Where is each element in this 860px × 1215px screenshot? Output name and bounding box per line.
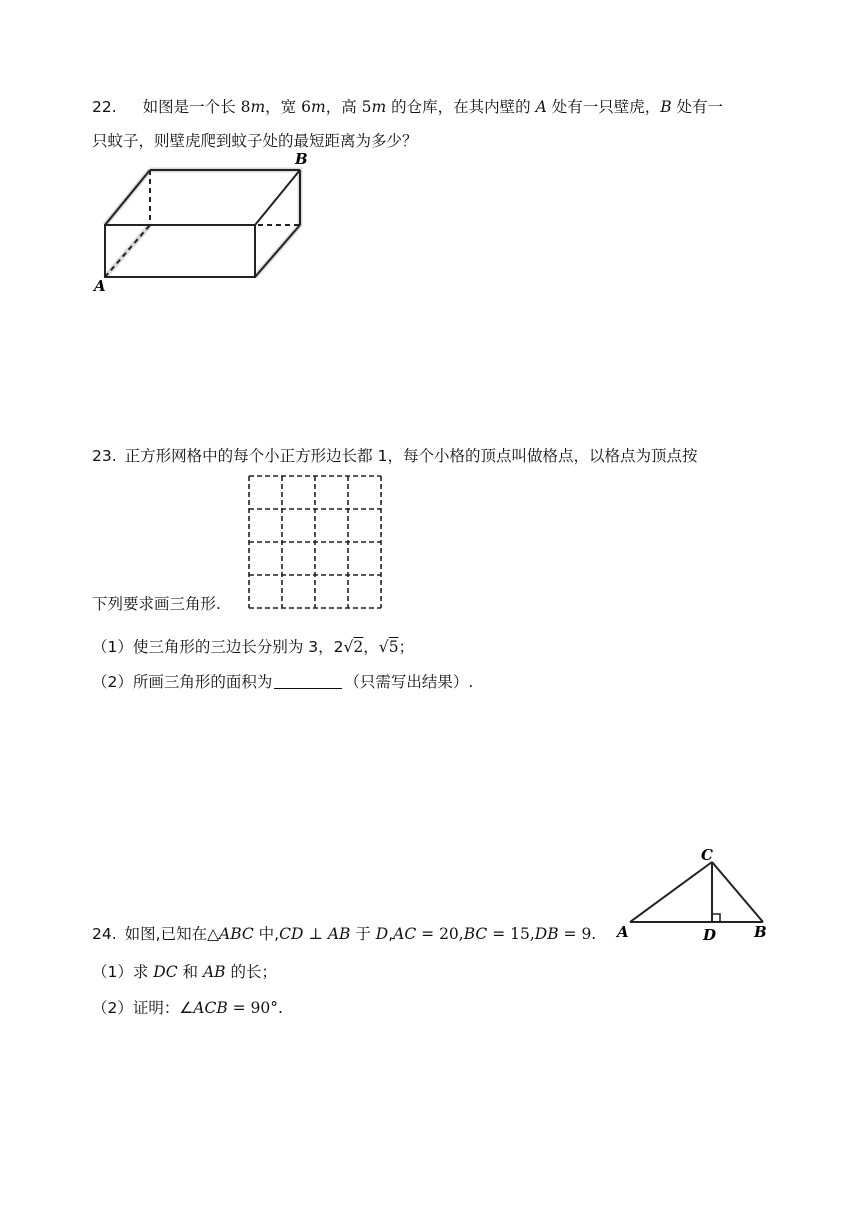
q23-sqrt5-value: 5: [388, 638, 399, 656]
q24-angle-value: = 90°.: [227, 999, 283, 1017]
q24-right-angle-mark: [712, 914, 720, 922]
q24-part-2-text: （2）证明：∠: [92, 999, 194, 1017]
q24-number: 24.: [92, 925, 117, 943]
q22-text: 的仓库，在其内壁的: [386, 98, 536, 116]
q24-perp-sign: ⊥: [303, 925, 328, 943]
q24-segment-bc: [712, 862, 763, 922]
q24-dc: DC: [153, 963, 178, 981]
q23-part-2: [92, 672, 473, 692]
q24-part-2: [92, 998, 283, 1018]
q24-part-1-text: （1）求: [92, 963, 154, 981]
q24-text: 于: [350, 925, 376, 943]
q24-d: D: [375, 925, 389, 943]
q24-part-1: [92, 962, 277, 982]
q24-label-c: C: [701, 846, 713, 864]
q24-angle-acb: ACB: [193, 999, 228, 1017]
q22-length: 8: [240, 98, 251, 116]
q22-text: 处有一只壁虎，: [546, 98, 661, 116]
q24-text: ,: [388, 925, 394, 943]
q23-answer-blank[interactable]: [274, 673, 342, 689]
q23-part-2-text: （只需写出结果）.: [344, 673, 474, 691]
q22-shadow-edges: [105, 170, 300, 277]
q23-sqrt2: √2: [343, 638, 364, 656]
q23-dashed-grid: [249, 476, 381, 608]
q24-cd: CD: [279, 925, 304, 943]
q23-number: 23.: [92, 447, 117, 465]
q24-ab-ref: AB: [202, 963, 226, 981]
q24-label-b: B: [754, 923, 767, 941]
q23-text: 正方形网格中的每个小正方形边长都 1，每个小格的顶点叫做格点，以格点为顶点按: [124, 447, 698, 465]
q22-text: ，宽: [265, 98, 302, 116]
q22-text: ，高: [325, 98, 362, 116]
q23-part-1-text: ，: [363, 638, 379, 656]
q23-sqrt5: √5: [378, 638, 399, 656]
q24-ab: AB: [327, 925, 351, 943]
q22-label-a: A: [94, 277, 106, 295]
q22-text: 处有一: [671, 98, 724, 116]
q24-bc: BC: [463, 925, 488, 943]
q23-line-2: 下列要求画三角形.: [92, 595, 221, 613]
q24-text: 中,: [253, 925, 280, 943]
q22-line-1: [92, 97, 723, 117]
q22-unit: m: [371, 98, 387, 116]
q22-height: 5: [361, 98, 372, 116]
q23-part-2-text: （2）所画三角形的面积为: [92, 673, 273, 691]
q23-grid-figure: [248, 475, 382, 609]
q22-line-2: 只蚊子，则壁虎爬到蚊子处的最短距离为多少？: [92, 132, 418, 150]
q24-db-value: = 9.: [558, 925, 597, 943]
q24-segment-ac: [630, 862, 712, 922]
q22-unit: m: [310, 98, 326, 116]
q22-number: 22.: [92, 98, 117, 116]
q22-point-b: B: [660, 98, 672, 116]
q24-bc-value: = 15,: [487, 925, 535, 943]
q24-ac: AC: [393, 925, 417, 943]
q23-part-1: [92, 637, 414, 657]
q22-text: 如图是一个长: [142, 98, 241, 116]
q22-unit: m: [250, 98, 266, 116]
q24-text: 如图,已知在△: [124, 925, 220, 943]
q22-width: 6: [301, 98, 311, 116]
q23-line-1: [92, 446, 697, 466]
q24-label-a: A: [617, 923, 629, 941]
q22-point-a: A: [535, 98, 547, 116]
q24-label-d: D: [703, 926, 717, 943]
q23-part-1-text: （1）使三角形的三边长分别为 3，2: [92, 638, 344, 656]
q24-line-1: [92, 924, 596, 944]
q24-ac-value: = 20,: [416, 925, 464, 943]
q24-triangle-abc: ABC: [219, 925, 254, 943]
q24-part-1-text: 的长；: [225, 963, 277, 981]
q22-warehouse-figure: [90, 150, 315, 295]
q24-triangle-edges: [630, 862, 763, 922]
q22-label-b: B: [295, 150, 308, 168]
q23-sqrt2-value: 2: [353, 638, 364, 656]
q24-db: DB: [534, 925, 559, 943]
q23-part-1-text: ；: [398, 638, 415, 656]
q24-triangle-figure: [615, 843, 775, 943]
q24-part-1-text: 和: [177, 963, 203, 981]
